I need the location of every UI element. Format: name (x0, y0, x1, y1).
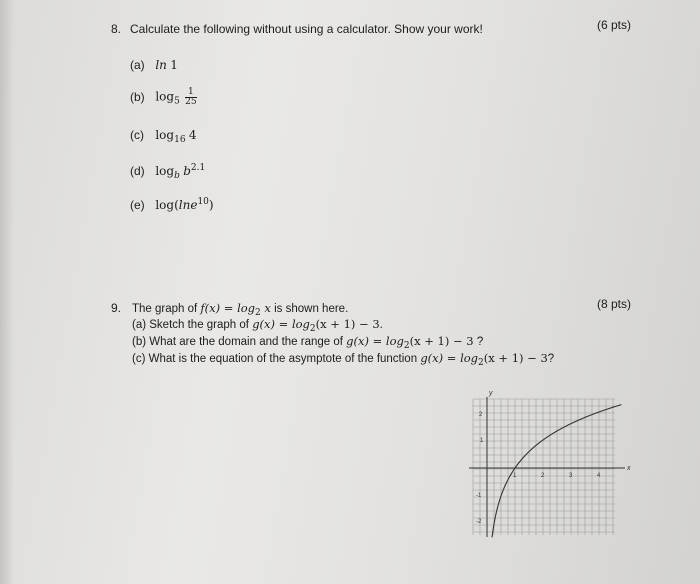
q9-part-b-post: ? (473, 336, 484, 348)
page-shadow (0, 0, 14, 584)
q9-part-a-post: . (379, 319, 383, 331)
q8-part-c-label: (c) (130, 128, 144, 142)
q9-part-a-base: 2 (309, 324, 316, 334)
q9-intro-base: 2 (255, 308, 261, 318)
q9-part-c-pre: (c) What is the equation of the asymptote of the function (132, 353, 421, 365)
q9-points: (8 pts) (597, 297, 632, 311)
q8-part-b-base: 5 (174, 96, 180, 107)
q8-part-e-inner: lne (178, 198, 198, 212)
q8-part-d-arg: b (183, 164, 191, 178)
q9-part-c (132, 351, 554, 368)
q8-part-a-arg: 1 (170, 58, 178, 72)
q8-part-e-label: (e) (130, 198, 145, 212)
q8-part-d-exp: 2.1 (190, 163, 206, 173)
q9-part-a (132, 317, 383, 334)
q9-part-b-math-post: (x + 1) − 3 (409, 334, 474, 348)
q8-part-b-numerator: 1 (185, 88, 196, 98)
log-graph (465, 385, 635, 545)
q8-part-a (130, 58, 178, 72)
q8-part-c (130, 128, 197, 145)
q9-intro (132, 301, 348, 318)
q9-intro-f: f(x) = log (200, 301, 256, 315)
q8-part-d-label: (d) (130, 164, 145, 178)
q8-part-e-fn: log( (155, 198, 179, 212)
q9-part-b-math: g(x) = log (346, 334, 404, 348)
q8-part-c-fn: log (155, 128, 175, 142)
q8-prompt: Calculate the following without using a calculator. Show your work! (130, 22, 483, 36)
y-tick-neg1: -1 (476, 493, 482, 499)
q8-part-b-fn: log (155, 89, 175, 104)
q8-part-b-label: (b) (130, 89, 145, 104)
q9-part-a-math: g(x) = log (252, 317, 310, 331)
q9-intro-post: is shown here. (270, 303, 349, 315)
q8-part-b-denominator: 25 (185, 97, 197, 107)
q8-part-d (130, 163, 205, 181)
q8-part-a-fn: ln (155, 58, 167, 72)
graph-grid (473, 399, 615, 535)
x-tick-1: 1 (513, 473, 517, 479)
q9-part-a-math-post: (x + 1) − 3 (315, 317, 380, 331)
q8-part-e (130, 197, 214, 212)
q9-part-a-pre: (a) Sketch the graph of (132, 319, 253, 331)
q8-part-d-base: b (174, 171, 180, 181)
q8-part-d-fn: log (155, 164, 175, 178)
q9-part-c-math-post: (x + 1) − 3 (483, 351, 548, 365)
q8-part-a-label: (a) (130, 58, 145, 72)
q9-part-b-pre: (b) What are the domain and the range of (132, 336, 347, 348)
x-axis-label: x (627, 465, 631, 472)
q9-part-b (132, 334, 483, 351)
y-axis-label: y (489, 390, 493, 397)
y-tick-2: 2 (479, 412, 483, 418)
x-tick-3: 3 (569, 473, 573, 479)
q8-number: 8. (111, 22, 122, 36)
q8-part-e-exp: 10 (197, 197, 209, 207)
q8-part-b-fraction (185, 88, 196, 107)
x-tick-2: 2 (541, 473, 545, 479)
q9-intro-pre: The graph of (132, 303, 201, 315)
q8-part-b (130, 88, 197, 107)
q8-points: (6 pts) (597, 18, 632, 32)
q9-number: 9. (111, 301, 122, 315)
x-tick-4: 4 (597, 473, 601, 479)
q9-part-b-base: 2 (403, 341, 410, 351)
q8-part-e-close: ) (208, 198, 214, 212)
y-tick-1: 1 (480, 438, 484, 444)
q8-part-c-base: 16 (174, 135, 186, 145)
q9-part-c-math: g(x) = log (420, 351, 479, 365)
q9-part-c-base: 2 (478, 358, 484, 368)
y-tick-neg2: -2 (476, 519, 482, 525)
q9-intro-x: x (260, 301, 271, 315)
q8-part-c-arg: 4 (188, 128, 197, 142)
q9-part-c-post: ? (547, 353, 555, 365)
